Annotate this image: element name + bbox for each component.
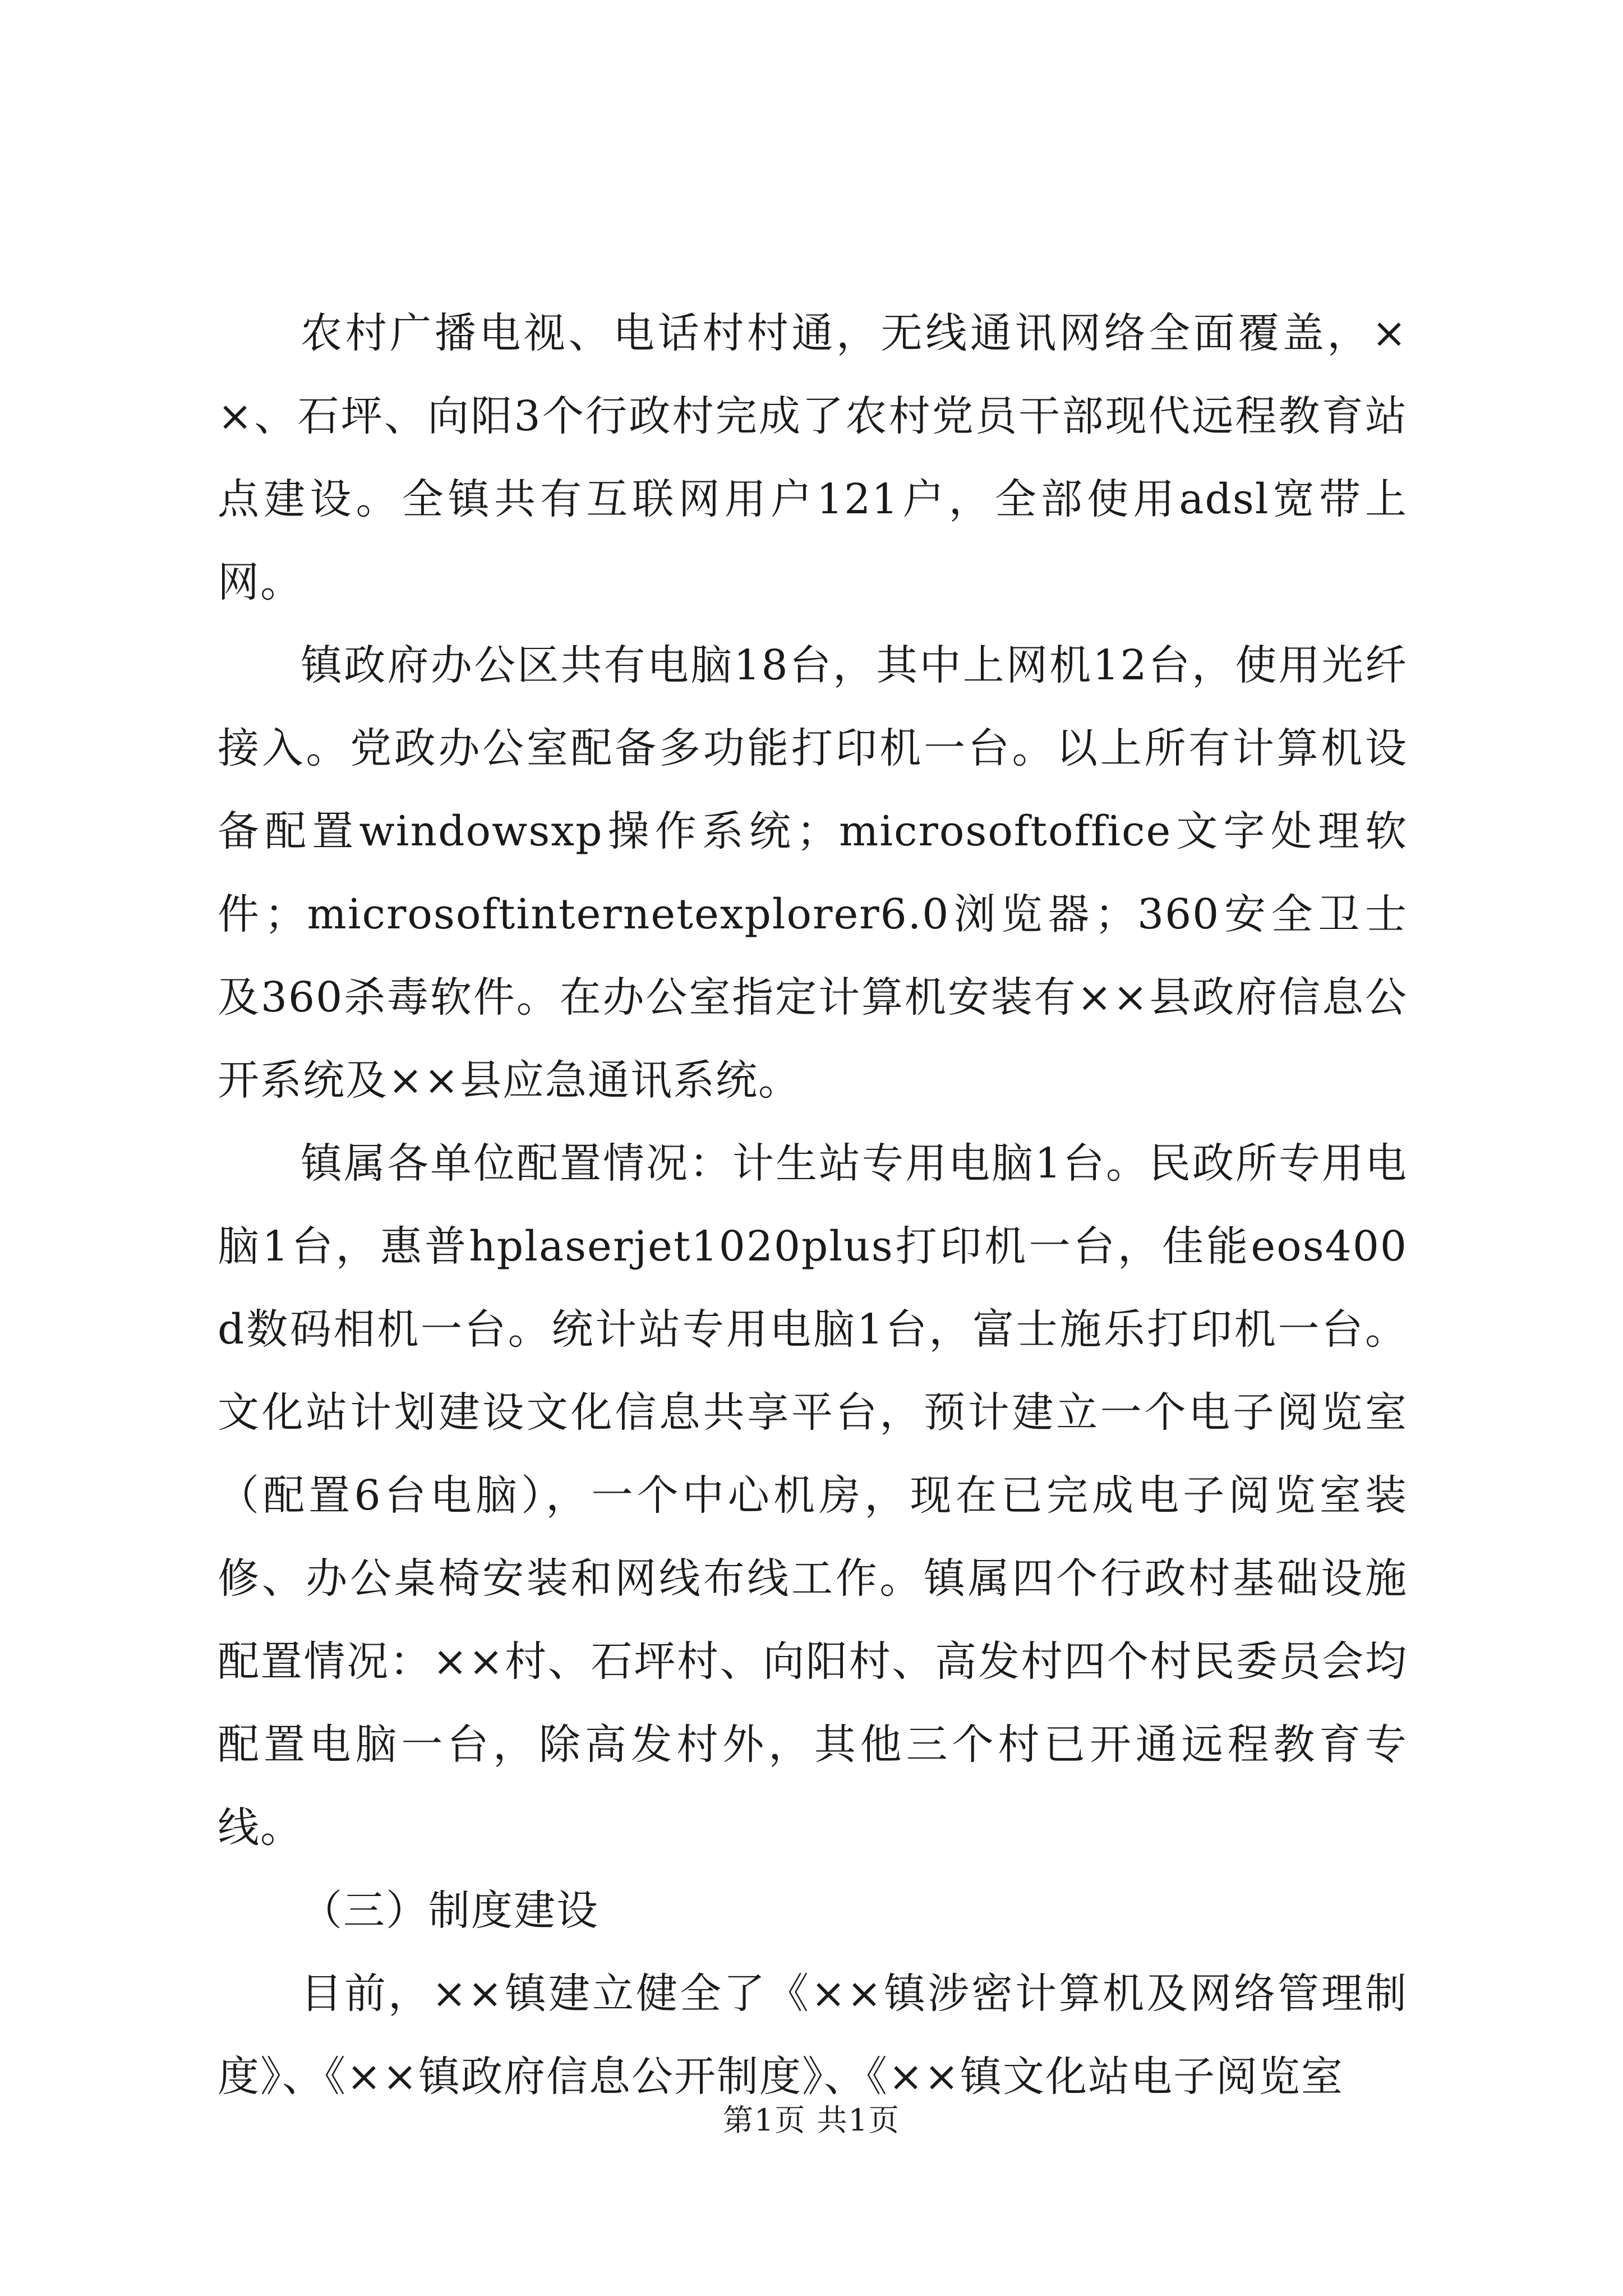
- paragraph-network-coverage: 农村广播电视、电话村村通，无线通讯网络全面覆盖，××、石坪、向阳3个行政村完成了农村党员干部现代远程教育站点建设。全镇共有互联网用户121户，全部使用adsl宽带上网。: [218, 309, 1408, 606]
- paragraph-government-office-equipment: 镇政府办公区共有电脑18台，其中上网机12台，使用光纤接入。党政办公室配备多功能打印机一台。以上所有计算机设备配置windowsxp操作系统；microsoftoffice文字处理软件；microsoftinternetexplorer6.0浏览器；360安全卫士及360杀毒软件。在办公室指定计算机安装有××县政府信息公开系统及××县应急通讯系统。: [218, 641, 1408, 1105]
- paragraph-system-construction: 目前，××镇建立健全了《××镇涉密计算机及网络管理制度》、《××镇政府信息公开制度》、《××镇文化站电子阅览室: [218, 1970, 1408, 2101]
- page-footer: 第1页 共1页: [723, 2102, 900, 2138]
- document-body: [218, 292, 1408, 2118]
- section-heading: （三）制度建设: [301, 1887, 599, 1935]
- paragraph-unit-configuration: 镇属各单位配置情况：计生站专用电脑1台。民政所专用电脑1台，惠普hplaserjet1020plus打印机一台，佳能eos400d数码相机一台。统计站专用电脑1台，富士施乐打印机一台。文化站计划建设文化信息共享平台，预计建立一个电子阅览室（配置6台电脑），一个中心机房，现在已完成电子阅览室装修、办公桌椅安装和网线布线工作。镇属四个行政村基础设施配置情况：××村、石坪村、向阳村、高发村四个村民委员会均配置电脑一台，除高发村外，其他三个村已开通远程教育专线。: [218, 1139, 1408, 1852]
